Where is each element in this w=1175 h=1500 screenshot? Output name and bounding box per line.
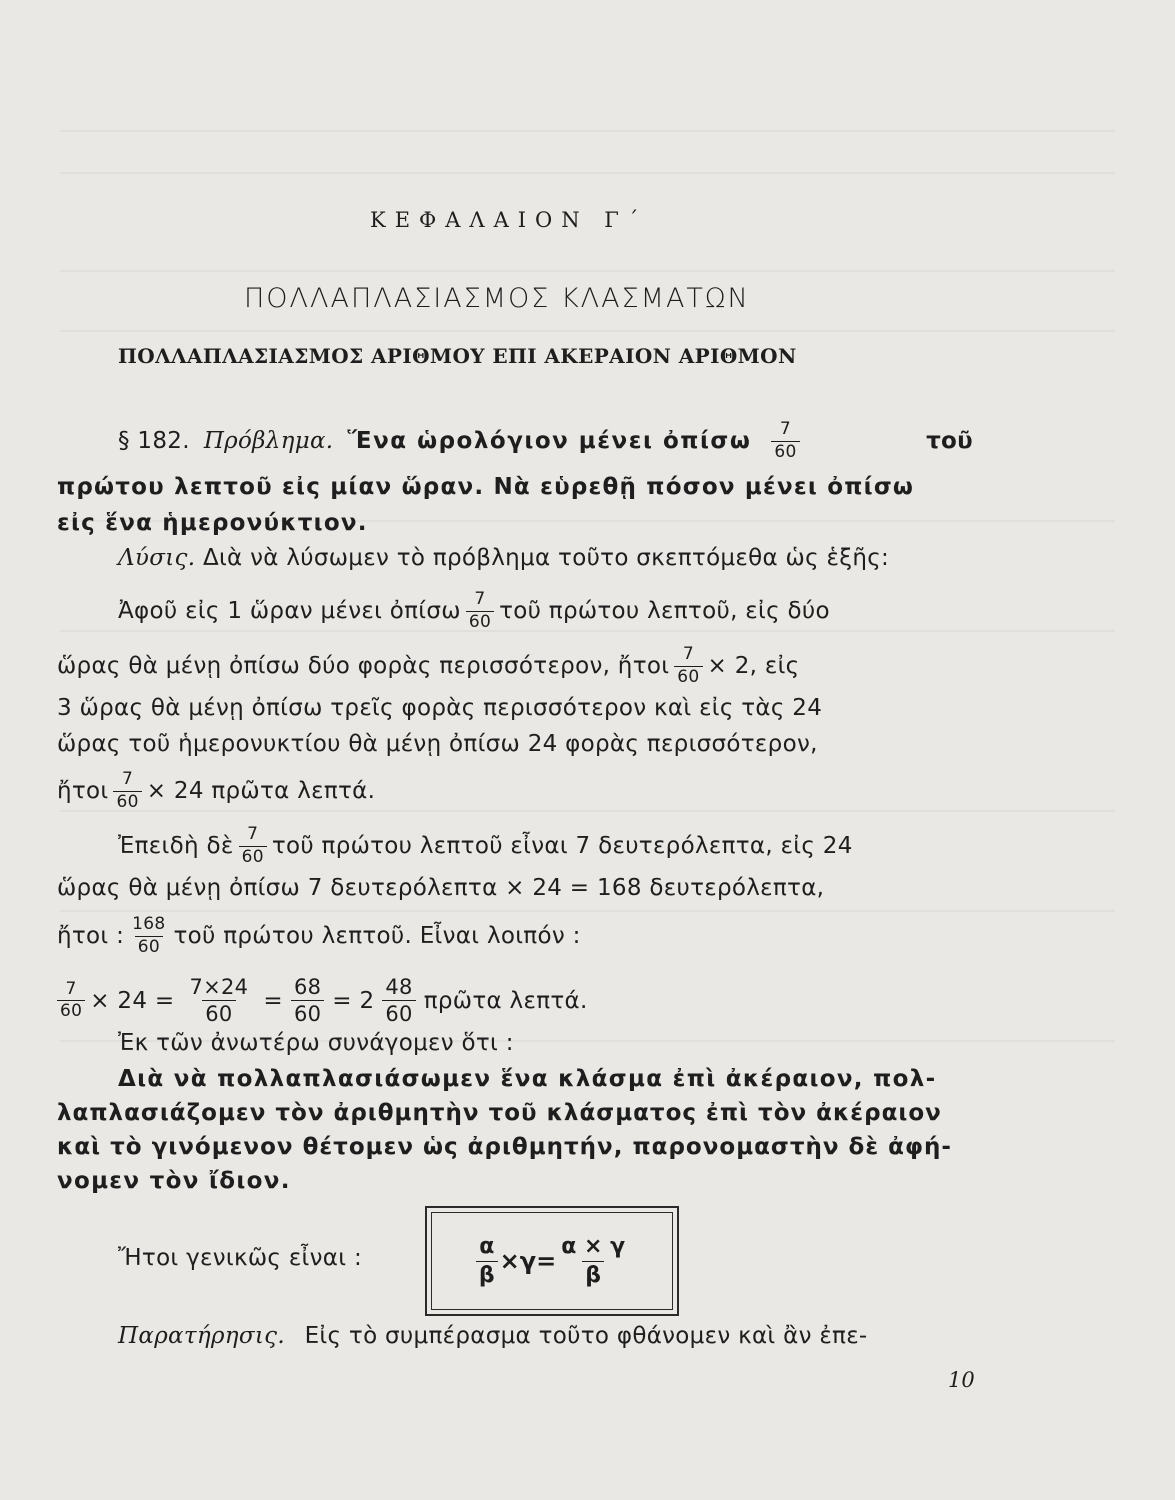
fraction: $\frac{\alpha \times \gamma}{\beta}$ [561, 1234, 626, 1288]
chapter-label: ΚΕΦΑΛΑΙΟΝ Γ΄ [370, 208, 648, 232]
fraction: $\frac{168}{60}$ [132, 914, 166, 957]
solution-line-8: ὥρας θὰ μένῃ ὀπίσω 7 δευτερόλεπτα × 24 = 168 δευτερόλεπτα, [57, 875, 825, 901]
problem-line-3: εἰς ἕνα ἡμερονύκτιον. [57, 510, 368, 536]
problem-text: Ἕνα ὡρολόγιον μένει ὀπίσω [347, 428, 752, 455]
fraction: $\frac{7}{60}$ [771, 420, 799, 462]
remark-line [118, 1323, 868, 1349]
solution-line-2: Ἀφοῦ εἰς 1 ὥραν μένει ὀπίσω $\frac{7}{60}$ τοῦ πρώτου λεπτοῦ, εἰς δύο [118, 589, 830, 632]
solution-line-5: ὥρας τοῦ ἡμερονυκτίου θὰ μένῃ ὀπίσω 24 φορὰς περισσότερον, [57, 731, 818, 757]
solution-line-11: Ἐκ τῶν ἀνωτέρω συνάγομεν ὅτι : [118, 1030, 514, 1056]
section-heading: ΠΟΛΛΑΠΛΑΣΙΑΣΜΟΣ ΑΡΙΘΜΟΥ ΕΠΙ ΑΚΕΡΑΙΟΝ ΑΡΙΘΜΟΝ [118, 344, 797, 368]
page-number: 10 [948, 1368, 975, 1392]
problem-text-end: τοῦ [926, 428, 973, 455]
problem-number: § 182. [118, 428, 190, 455]
fraction: $\frac{7}{60}$ [239, 825, 267, 867]
chapter-title: ΠΟΛΛΑΠΛΑΣΙΑΣΜΟΣ ΚΛΑΣΜΑΤΩΝ [244, 283, 750, 314]
general-label: Ἤτοι γενικῶς εἶναι : [118, 1245, 362, 1271]
formula-times: ×γ= [499, 1247, 557, 1275]
solution-line-4: 3 ὥρας θὰ μένῃ ὀπίσω τρεῖς φορὰς περισσότερον καὶ εἰς τὰς 24 [57, 695, 823, 721]
remark-label: Παρατήρησις. [118, 1323, 285, 1349]
problem-line-2: πρώτου λεπτοῦ εἰς μίαν ὥραν. Νὰ εὑρεθῇ πόσον μένει ὀπίσω [57, 474, 915, 500]
solution-line-9: ἤτοι : $\frac{168}{60}$ τοῦ πρώτου λεπτοῦ. Εἶναι λοιπόν : [57, 914, 581, 957]
fraction: $\frac{48}{60}$ [382, 975, 415, 1026]
formula-box [425, 1206, 679, 1316]
rule-line-4: νομεν τὸν ἴδιον. [57, 1168, 291, 1194]
fraction: $\frac{7}{60}$ [674, 645, 702, 687]
remark-text: Εἰς τὸ συμπέρασμα τοῦτο φθάνομεν καὶ ἂν ἐπε- [304, 1323, 868, 1349]
fraction: $\frac{7}{60}$ [113, 770, 141, 812]
fraction: $\frac{7}{60}$ [466, 590, 494, 632]
fraction: $\frac{68}{60}$ [291, 975, 324, 1026]
rule-line-2: λαπλασιάζομεν τὸν ἀριθμητὴν τοῦ κλάσματος ἐπὶ τὸν ἀκέραιον [57, 1100, 942, 1126]
fraction: $\frac{7}{60}$ [57, 980, 85, 1022]
rule-line-1: Διὰ νὰ πολλαπλασιάσωμεν ἕνα κλάσμα ἐπὶ ἀκέραιον, πολ- [118, 1066, 937, 1092]
fraction: $\frac{\alpha}{\beta}$ [476, 1234, 498, 1288]
problem-label: Πρόβλημα. [203, 428, 334, 455]
solution-label: Λύσις. [118, 545, 196, 571]
equation-line: $\frac{7}{60}$ × 24 = $\frac{7\times 24}{60}$ = $\frac{68}{60}$ = 2 $\frac{48}{60}$ πρῶτα λεπτά. [52, 975, 588, 1026]
problem-line-1 [118, 420, 973, 462]
solution-line-7: Ἐπειδὴ δὲ $\frac{7}{60}$ τοῦ πρώτου λεπτοῦ εἶναι 7 δευτερόλεπτα, εἰς 24 [118, 824, 853, 867]
rule-line-3: καὶ τὸ γινόμενον θέτομεν ὡς ἀριθμητήν, παρονομαστὴν δὲ ἀφή- [57, 1134, 952, 1160]
solution-line-3: ὥρας θὰ μένῃ ὀπίσω δύο φορὰς περισσότερον, ἤτοι $\frac{7}{60}$ × 2, εἰς [57, 644, 800, 687]
solution-line-6: ἤτοι $\frac{7}{60}$ × 24 πρῶτα λεπτά. [57, 769, 376, 812]
fraction: $\frac{7\times 24}{60}$ [189, 975, 249, 1027]
solution-line-1: Λύσις. Διὰ νὰ λύσωμεν τὸ πρόβλημα τοῦτο σκεπτόμεθα ὡς ἑξῆς: [118, 545, 890, 571]
